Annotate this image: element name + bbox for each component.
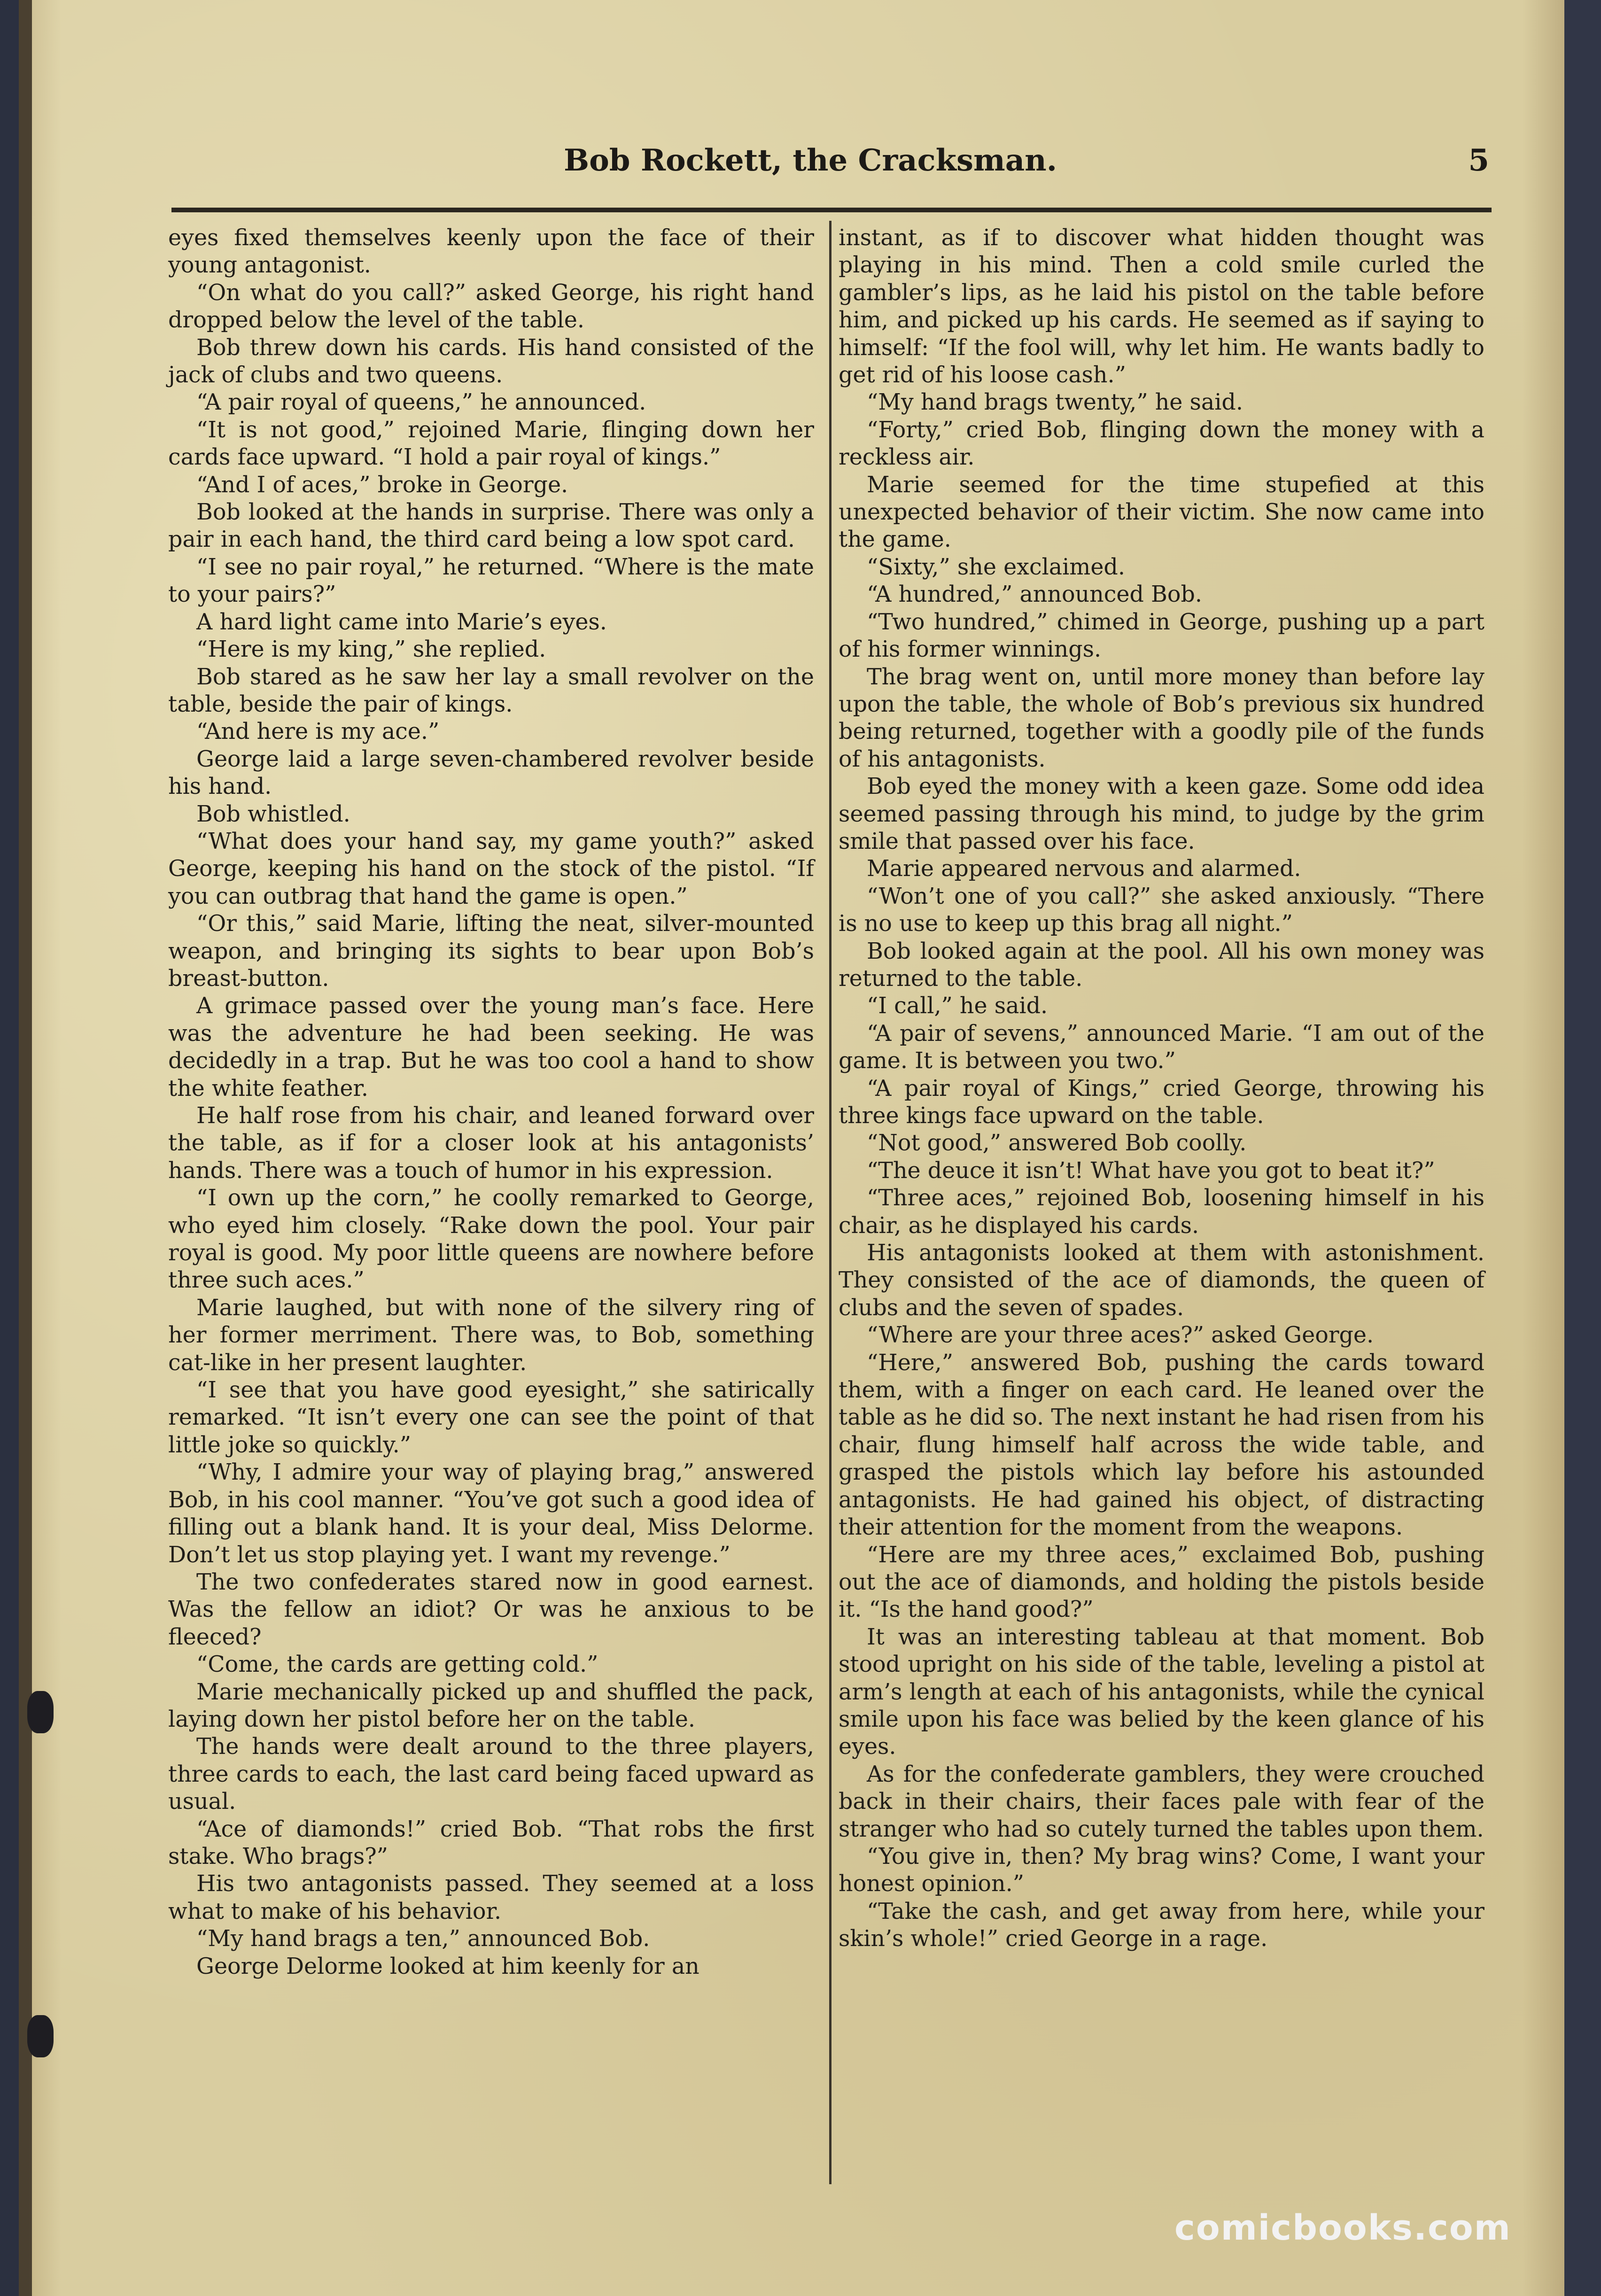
page-spine <box>19 0 32 2296</box>
paragraph: Bob eyed the money with a keen gaze. Some odd idea seemed passing through his mind, to judge by the grim smile that passed over his face. <box>839 774 1484 854</box>
paragraph: His two antagonists passed. They seemed at a loss what to make of his behavior. <box>168 1871 814 1924</box>
paragraph: Bob stared as he saw her lay a small revolver on the table, beside the pair of kings. <box>168 664 814 717</box>
paragraph: Marie seemed for the time stupefied at this unexpected behavior of their victim. She now came into the game. <box>839 472 1484 553</box>
paragraph: George Delorme looked at him keenly for an <box>196 1953 699 1979</box>
header-rule <box>171 208 1492 212</box>
paragraph: “On what do you call?” asked George, his right hand dropped below the level of the table. <box>168 279 814 334</box>
paragraph: “Ace of diamonds!” cried Bob. “That robs the first stake. Who brags?” <box>168 1816 814 1869</box>
right-column <box>839 225 1484 1953</box>
scan-edge <box>1564 0 1601 2296</box>
paragraph: “A pair royal of Kings,” cried George, throwing his three kings face upward on the table. <box>839 1075 1484 1129</box>
binding-hole <box>27 2015 54 2057</box>
paragraph: Marie appeared nervous and alarmed. <box>867 856 1301 882</box>
running-title: Bob Rockett, the Cracksman. <box>564 143 1057 178</box>
paragraph: “Forty,” cried Bob, flinging down the money with a reckless air. <box>839 417 1484 471</box>
paragraph: It was an interesting tableau at that moment. Bob stood upright on his side of the table, leveling a pistol at arm’s length at each of his antagonists, while the cynical smile upon his face was belied by the keen glance of his eyes. <box>839 1624 1484 1760</box>
page-number: 5 <box>1468 143 1489 178</box>
paragraph: “Where are your three aces?” asked George. <box>867 1322 1374 1349</box>
left-column <box>168 225 814 1980</box>
paragraph: Bob looked at the hands in surprise. There was only a pair in each hand, the third card being a low spot card. <box>168 499 814 553</box>
paragraph: The hands were dealt around to the three players, three cards to each, the last card being faced upward as usual. <box>168 1734 814 1815</box>
paragraph: “A hundred,” announced Bob. <box>867 582 1202 608</box>
paragraph: “Why, I admire your way of playing brag,” answered Bob, in his cool manner. “You’ve got such a good idea of filling out a blank hand. It is your deal, Miss Delorme. Don’t let us stop playing yet. I want my revenge.” <box>168 1459 814 1568</box>
paragraph: As for the confederate gamblers, they were crouched back in their chairs, their faces pale with fear of the stranger who had so cutely turned the tables upon them. <box>839 1761 1484 1842</box>
paragraph: “Take the cash, and get away from here, while your skin’s whole!” cried George in a rage. <box>839 1898 1484 1952</box>
paragraph: “The deuce it isn’t! What have you got to beat it?” <box>867 1157 1435 1184</box>
paragraph: “Two hundred,” chimed in George, pushing up a part of his former winnings. <box>839 609 1484 663</box>
paragraph: “You give in, then? My brag wins? Come, I want your honest opinion.” <box>839 1843 1484 1897</box>
column-divider <box>829 221 832 2184</box>
paragraph: The two confederates stared now in good earnest. Was the fellow an idiot? Or was he anxious to be fleeced? <box>168 1569 814 1650</box>
paragraph: “Won’t one of you call?” she asked anxiously. “There is no use to keep up this brag all night.” <box>839 883 1484 937</box>
paragraph: A grimace passed over the young man’s face. Here was the adventure he had been seeking. He was decidedly in a trap. But he was too cool a hand to show the white feather. <box>168 993 814 1101</box>
paragraph: “A pair royal of queens,” he announced. <box>196 389 646 416</box>
paragraph: Bob looked again at the pool. All his own money was returned to the table. <box>839 938 1484 992</box>
book-page <box>19 0 1582 2296</box>
paragraph: Marie mechanically picked up and shuffled the pack, laying down her pistol before her on the table. <box>168 1679 814 1732</box>
paragraph: A hard light came into Marie’s eyes. <box>196 609 607 635</box>
paragraph: “Not good,” answered Bob coolly. <box>867 1130 1247 1156</box>
paragraph: “Here are my three aces,” exclaimed Bob, pushing out the ace of diamonds, and holding the pistols beside it. “Is the hand good?” <box>839 1542 1484 1623</box>
paragraph: George laid a large seven-chambered revolver beside his hand. <box>168 746 814 800</box>
paragraph: “Three aces,” rejoined Bob, loosening himself in his chair, as he displayed his cards. <box>839 1185 1484 1239</box>
paragraph: Bob whistled. <box>196 801 350 827</box>
paragraph: “I see that you have good eyesight,” she satirically remarked. “It isn’t every one can see the point of that little joke so quickly.” <box>168 1377 814 1458</box>
paragraph: “I see no pair royal,” he returned. “Where is the mate to your pairs?” <box>168 554 814 608</box>
paragraph: He half rose from his chair, and leaned forward over the table, as if for a closer look at his antagonists’ hands. There was a touch of humor in his expression. <box>168 1103 814 1184</box>
paragraph: “My hand brags twenty,” he said. <box>867 389 1243 416</box>
paragraph: “My hand brags a ten,” announced Bob. <box>196 1926 650 1952</box>
paragraph: The brag went on, until more money than before lay upon the table, the whole of Bob’s previous six hundred being returned, together with a goodly pile of the funds of his antagonists. <box>839 664 1484 772</box>
paragraph: “Come, the cards are getting cold.” <box>196 1652 598 1678</box>
paragraph: “What does your hand say, my game youth?” asked George, keeping his hand on the stock of the pistol. “If you can outbrag that hand the game is open.” <box>168 828 814 909</box>
paragraph: instant, as if to discover what hidden thought was playing in his mind. Then a cold smile curled the gambler’s lips, as he laid his pistol on the table before him, and picked up his cards. He seemed as if saying to himself: “If the fool will, why let him. He wants badly to get rid of his loose cash.” <box>839 225 1484 388</box>
paragraph: “And I of aces,” broke in George. <box>196 472 568 498</box>
paragraph: “Here,” answered Bob, pushing the cards toward them, with a finger on each card. He leaned over the table as he did so. The next instant he had risen from his chair, flung himself half across the wide table, and grasped the pistols which lay before his astounded antagonists. He had gained his object, of distracting their attention for the moment from the weapons. <box>839 1350 1484 1541</box>
paragraph: “I own up the corn,” he coolly remarked to George, who eyed him closely. “Rake down the pool. Your pair royal is good. My poor little queens are nowhere before three such aces.” <box>168 1185 814 1294</box>
paragraph: Marie laughed, but with none of the silvery ring of her former merriment. There was, to Bob, something cat-like in her present laughter. <box>168 1295 814 1376</box>
paragraph: “Here is my king,” she replied. <box>196 636 546 663</box>
paragraph: His antagonists looked at them with astonishment. They consisted of the ace of diamonds, the queen of clubs and the seven of spades. <box>839 1240 1484 1321</box>
paragraph: Bob threw down his cards. His hand consisted of the jack of clubs and two queens. <box>168 334 814 388</box>
paragraph: “I call,” he said. <box>867 993 1048 1019</box>
running-header <box>174 136 1489 193</box>
paragraph: “Or this,” said Marie, lifting the neat, silver-mounted weapon, and bringing its sights to bear upon Bob’s breast-button. <box>168 911 814 992</box>
paragraph: “A pair of sevens,” announced Marie. “I am out of the game. It is between you two.” <box>839 1020 1484 1074</box>
binding-hole <box>27 1691 54 1733</box>
paragraph: “And here is my ace.” <box>196 719 440 745</box>
paragraph: eyes fixed themselves keenly upon the face of their young antagonist. <box>168 225 814 279</box>
site-watermark: comicbooks.com <box>1174 2208 1511 2248</box>
paragraph: “Sixty,” she exclaimed. <box>867 554 1125 580</box>
paragraph: “It is not good,” rejoined Marie, flinging down her cards face upward. “I hold a pair royal of kings.” <box>168 417 814 471</box>
